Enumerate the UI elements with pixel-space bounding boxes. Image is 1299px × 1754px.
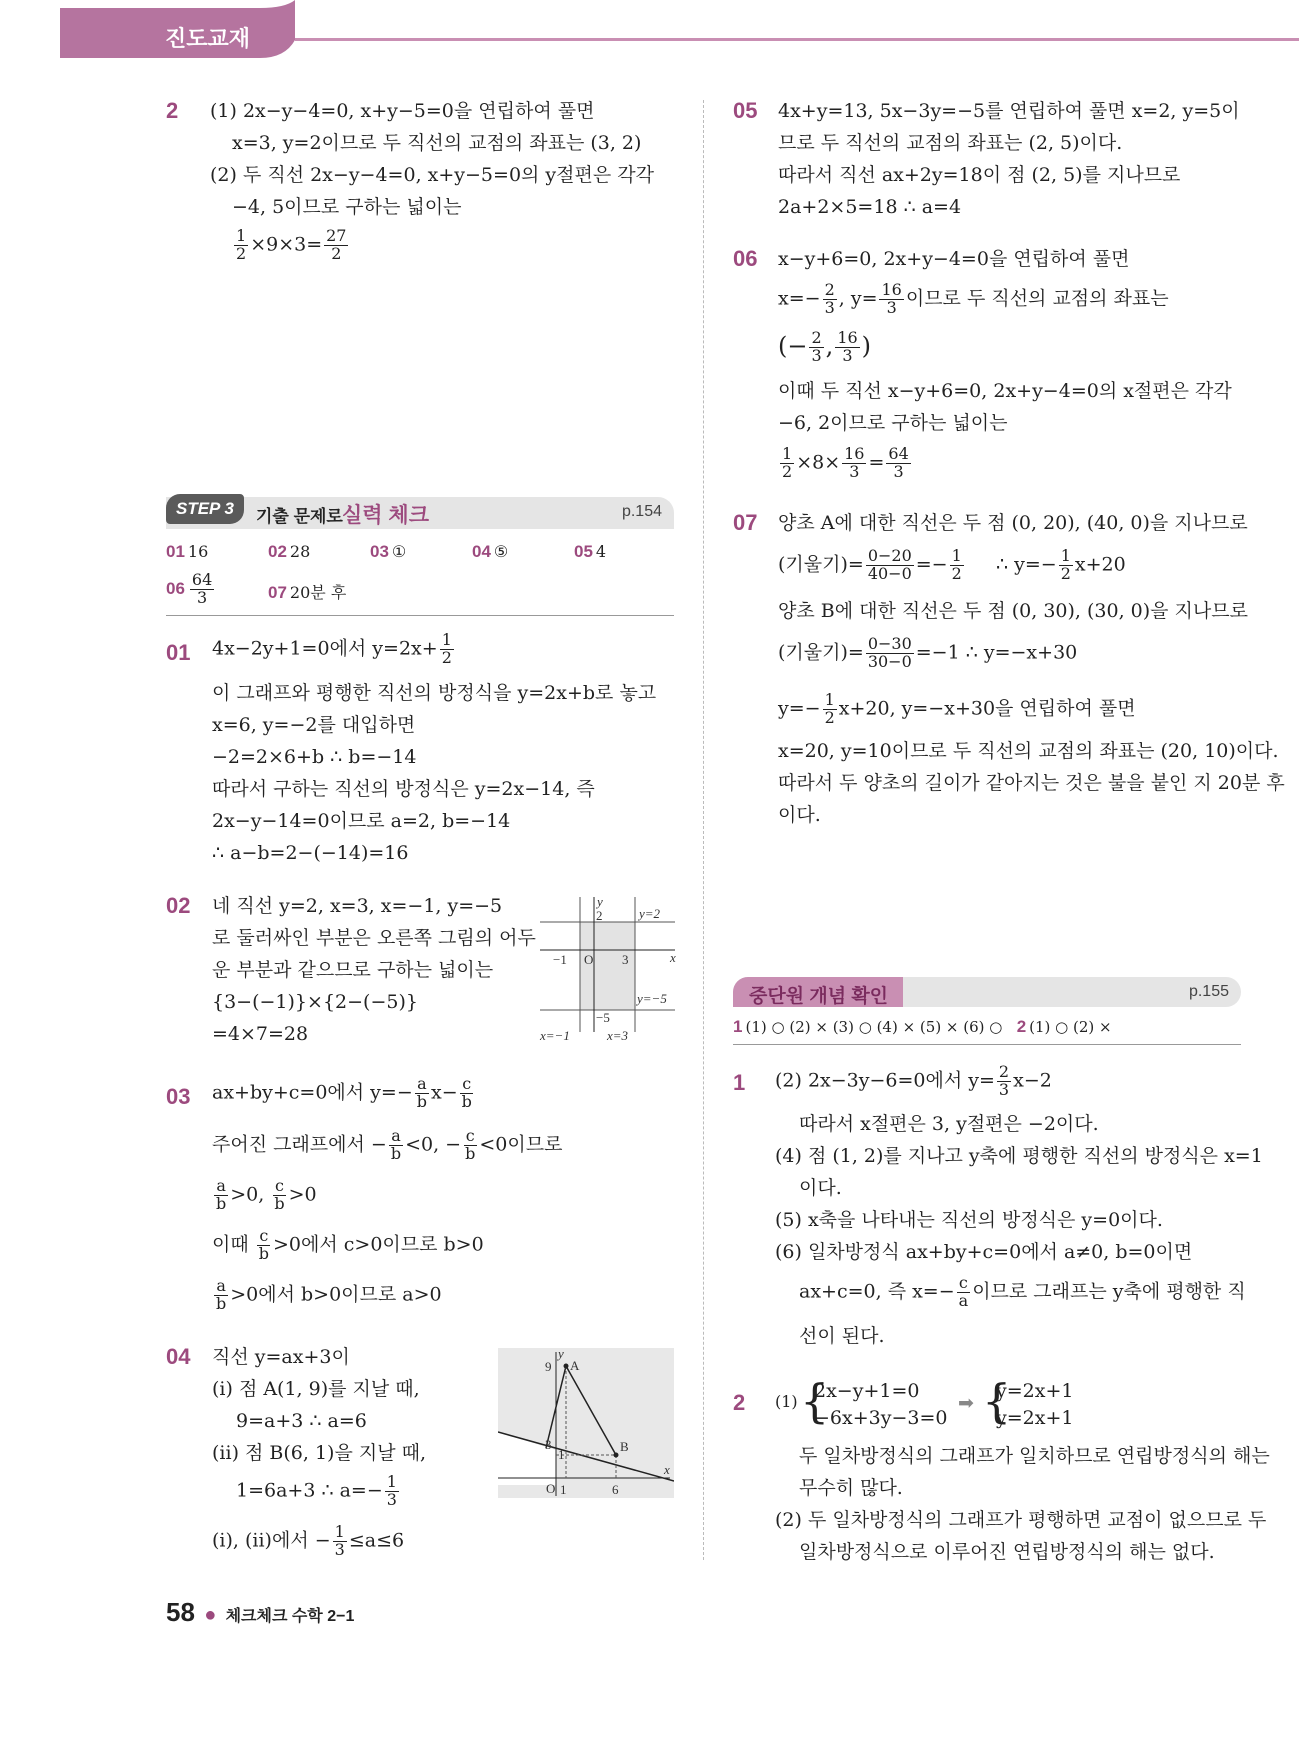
fraction: $\frac{a}{b}$: [416, 1074, 428, 1111]
text-line: 9=a+3 ∴ a=6: [236, 1410, 367, 1432]
text-line: 따라서 구하는 직선의 방정식은 y=2x−14, 즉: [212, 778, 595, 800]
step3-title-a: 기출 문제로: [256, 507, 343, 526]
text-line: ∴ a−b=2−(−14)=16: [212, 842, 409, 864]
x-axis-label: x: [664, 1462, 670, 1477]
tick-label: 9: [545, 1359, 552, 1374]
text-line: 4x−2y+1=0에서 y=2x+ $\frac{1}{2}$: [212, 630, 452, 667]
text-line: $\frac{1}{2}$ ×8× $\frac{16}{3}$ = $\frac{64}{3}$: [782, 444, 909, 481]
step3-banner: [166, 497, 674, 529]
text-line: 이다.: [799, 1177, 842, 1199]
fraction: $\frac{2}{3}$: [998, 1062, 1010, 1099]
fraction: $\frac{0-20}{40-0}$: [867, 546, 912, 583]
fraction: $\frac{64}{3}$: [191, 570, 213, 607]
fraction: $\frac{1}{2}$: [1060, 546, 1071, 583]
text-line: (6) 일차방정식 ax+by+c=0에서 a≠0, b=0이면: [775, 1241, 1193, 1263]
fraction: $\frac{1}{3}$: [386, 1472, 397, 1509]
y-axis-label: y: [558, 1348, 564, 1361]
origin-label: O: [584, 952, 594, 967]
answer-item: 03 ①: [370, 542, 407, 561]
concept-rule: [733, 1044, 1241, 1045]
answer-rule: [166, 615, 674, 616]
header-rule: [295, 38, 1299, 41]
fraction: $\frac{1}{2}$: [824, 690, 835, 727]
text-line: 2a+2×5=18 ∴ a=4: [778, 196, 962, 218]
problem-number: 01: [166, 640, 191, 665]
origin-label: O: [546, 1481, 556, 1496]
text-line: (i), (ii)에서 − $\frac{1}{3}$ ≤a≤6: [212, 1522, 405, 1559]
text-line: 따라서 두 양초의 길이가 같아지는 것은 불을 붙인 지 20분 후: [778, 772, 1285, 794]
fraction: $\frac{27}{2}$: [326, 226, 347, 263]
fraction: $\frac{2}{3}$: [824, 280, 835, 317]
tick-label: 2: [596, 908, 603, 923]
fraction: $\frac{1}{2}$: [951, 546, 962, 583]
text-line: x=20, y=10이므로 두 직선의 교점의 좌표는 (20, 10)이다.: [778, 740, 1279, 762]
text-line: 1=6a+3 ∴ a=− $\frac{1}{3}$: [236, 1472, 397, 1509]
text-line: =4×7=28: [212, 1023, 309, 1045]
text-line: −6, 2이므로 구하는 넓이는: [778, 412, 1008, 434]
fraction: $\frac{c}{b}$: [461, 1074, 472, 1111]
point-label: B: [620, 1439, 629, 1454]
q02-graph: [535, 892, 685, 1042]
system-bracket: {: [982, 1374, 1012, 1428]
x-axis-label: x: [670, 950, 676, 965]
answer-item: 01 16: [166, 542, 209, 561]
problem-number: 05: [733, 98, 758, 123]
fraction: $\frac{1}{2}$: [782, 444, 793, 481]
column-divider: [703, 100, 704, 1560]
problem-number: 02: [166, 893, 191, 918]
text-line: x=− $\frac{2}{3}$ , y= $\frac{16}{3}$ 이므로 두 직선의 교점의 좌표는: [778, 280, 1169, 317]
text-line: (1) 2x−y−4=0, x+y−5=0을 연립하여 풀면: [210, 100, 595, 122]
fraction: $\frac{a}{b}$: [216, 1276, 227, 1313]
fraction: $\frac{16}{3}$: [844, 444, 865, 481]
text-line: 네 직선 y=2, x=3, x=−1, y=−5: [212, 895, 503, 917]
text-line: 이다.: [778, 804, 821, 826]
y-axis-label: y: [597, 894, 603, 909]
line-label: x=3: [607, 1028, 629, 1042]
text-line: 므로 두 직선의 교점의 좌표는 (2, 5)이다.: [778, 132, 1123, 154]
text-line: −4, 5이므로 구하는 넓이는: [232, 196, 462, 218]
problem-number: 07: [733, 510, 758, 535]
text-line: (− $\frac{2}{3}$ , $\frac{16}{3}$ ): [778, 328, 872, 365]
header-tab-label: 진도교재: [165, 26, 251, 51]
problem-number: 1: [733, 1070, 746, 1095]
text-line: 2x−y−14=0이므로 a=2, b=−14: [212, 810, 511, 832]
fraction: $\frac{c}{b}$: [274, 1176, 285, 1213]
text-line: 직선 y=ax+3이: [212, 1346, 350, 1368]
text-line: 2x−y+1=0: [814, 1380, 920, 1402]
fraction: $\frac{16}{3}$: [881, 280, 902, 317]
fraction: $\frac{0-30}{30-0}$: [867, 634, 912, 671]
step3-badge: STEP 3: [166, 494, 244, 524]
text-line: y=− $\frac{1}{2}$ x+20, y=−x+30을 연립하여 풀면: [778, 690, 1136, 727]
concept-page: p.155: [1188, 983, 1229, 1000]
fraction: $\frac{1}{3}$: [334, 1522, 345, 1559]
footer-dot: ●: [204, 1604, 217, 1626]
text-line: (2) 두 직선 2x−y−4=0, x+y−5=0의 y절편은 각각: [210, 164, 654, 186]
text-line: −6x+3y−3=0: [814, 1407, 948, 1429]
text-line: 두 일차방정식의 그래프가 일치하므로 연립방정식의 해는: [799, 1445, 1270, 1467]
tick-label: 6: [612, 1482, 619, 1497]
fraction: $\frac{1}{2}$: [441, 630, 452, 667]
text-line: 로 둘러싸인 부분은 오른쪽 그림의 어두: [212, 927, 536, 949]
problem-number: 2: [166, 98, 179, 123]
answer-item: 05 4: [574, 542, 607, 561]
fraction: $\frac{a}{b}$: [390, 1126, 402, 1163]
text-line: 일차방정식으로 이루어진 연립방정식의 해는 없다.: [799, 1541, 1215, 1563]
fraction: $\frac{a}{b}$: [216, 1176, 227, 1213]
text-line: (ii) 점 B(6, 1)을 지날 때,: [212, 1442, 426, 1464]
concept-title: 중단원 개념 확인: [749, 986, 889, 1007]
tick-label: 3: [545, 1437, 552, 1452]
header-tab: [60, 0, 295, 62]
book-title: 체크체크 수학 2−1: [225, 1608, 355, 1625]
tick-label: −5: [596, 1010, 610, 1025]
arrow-icon: ➡: [958, 1392, 974, 1414]
fraction: $\frac{16}{3}$: [837, 328, 858, 365]
answer-item: 06 $\frac{64}{3}$: [166, 570, 213, 607]
text-line: ax+c=0, 즉 x=− $\frac{c}{a}$ 이므로 그래프는 y축에 평행한 직: [799, 1273, 1246, 1310]
line-label: y=2: [639, 906, 661, 921]
fraction: $\frac{c}{b}$: [465, 1126, 476, 1163]
text-line: 양초 A에 대한 직선은 두 점 (0, 20), (40, 0)을 지나므로: [778, 512, 1248, 534]
concept-answers: 1 (1) ○ (2) × (3) ○ (4) × (5) × (6) ○ 2 (1) ○ (2) ×: [733, 1017, 1112, 1036]
step3-page: p.154: [621, 503, 662, 520]
line-label: x=−1: [540, 1028, 570, 1042]
text-line: 무수히 많다.: [799, 1477, 903, 1499]
text-line: 4x+y=13, 5x−3y=−5를 연립하여 풀면 x=2, y=5이: [778, 100, 1240, 122]
tick-label: 1: [560, 1482, 567, 1497]
fraction: $\frac{2}{3}$: [811, 328, 822, 365]
answer-item: 04 ⑤: [472, 542, 509, 561]
fraction: $\frac{1}{2}$: [236, 226, 247, 263]
text-line: 운 부분과 같으므로 구하는 넓이는: [212, 959, 494, 981]
step3-title-b: 실력 체크: [342, 504, 429, 527]
point-label: A: [570, 1358, 580, 1373]
text-line: $\frac{a}{b}$ >0에서 b>0이므로 a>0: [216, 1276, 442, 1313]
text-line: 주어진 그래프에서 − $\frac{a}{b}$ <0, − $\frac{c}{b}$ <0이므로: [212, 1126, 563, 1163]
problem-number: 06: [733, 246, 758, 271]
tick-label: 3: [622, 952, 629, 967]
page-number: 58: [166, 1597, 195, 1627]
text-line: (기울기)= $\frac{0-20}{40-0}$ =− $\frac{1}{2}$ ∴ y=− $\frac{1}{2}$ x+20: [778, 546, 1126, 583]
q04-graph: [498, 1348, 674, 1498]
text-line: −2=2×6+b ∴ b=−14: [212, 746, 417, 768]
text-line: $\frac{1}{2}$ ×9×3= $\frac{27}{2}$: [236, 226, 347, 263]
tick-label: −1: [553, 952, 567, 967]
text-line: 이 그래프와 평행한 직선의 방정식을 y=2x+b로 놓고: [212, 682, 657, 704]
concept-banner: [733, 977, 1241, 1007]
line-label: y=−5: [637, 991, 667, 1006]
text-line: 따라서 x절편은 3, y절편은 −2이다.: [799, 1113, 1099, 1135]
problem-number: 2: [733, 1390, 746, 1415]
answer-item: 02 28: [268, 542, 311, 561]
footer: [166, 1597, 354, 1628]
text-line: (2) 2x−3y−6=0에서 y= $\frac{2}{3}$ x−2: [775, 1062, 1052, 1099]
text-line: x=3, y=2이므로 두 직선의 교점의 좌표는 (3, 2): [232, 132, 642, 154]
fraction: $\frac{c}{b}$: [258, 1226, 270, 1263]
text-line: y=2x+1: [996, 1407, 1074, 1429]
text-line: x−y+6=0, 2x+y−4=0을 연립하여 풀면: [778, 248, 1130, 270]
text-line: 따라서 직선 ax+2y=18이 점 (2, 5)를 지나므로: [778, 164, 1181, 186]
text-line: y=2x+1: [996, 1380, 1074, 1402]
system-bracket: {: [800, 1374, 830, 1428]
text-line: {3−(−1)}×{2−(−5)}: [212, 991, 418, 1013]
text-line: x=6, y=−2를 대입하면: [212, 714, 416, 736]
problem-number: 03: [166, 1084, 191, 1109]
text-line: $\frac{a}{b}$ >0, $\frac{c}{b}$ >0: [216, 1176, 317, 1213]
text-line: 양초 B에 대한 직선은 두 점 (0, 30), (30, 0)을 지나므로: [778, 600, 1248, 622]
text-line: (5) x축을 나타내는 직선의 방정식은 y=0이다.: [775, 1209, 1163, 1231]
text-line: 이때 $\frac{c}{b}$ >0에서 c>0이므로 b>0: [212, 1226, 484, 1263]
problem-number: 04: [166, 1344, 191, 1369]
tick-label: 1: [558, 1447, 565, 1462]
text-line: 이때 두 직선 x−y+6=0, 2x+y−4=0의 x절편은 각각: [778, 380, 1232, 402]
text-line: (기울기)= $\frac{0-30}{30-0}$ =−1 ∴ y=−x+30: [778, 634, 1078, 671]
text-line: (4) 점 (1, 2)를 지나고 y축에 평행한 직선의 방정식은 x=1: [775, 1145, 1263, 1167]
text-line: (1): [775, 1392, 798, 1411]
fraction: $\frac{64}{3}$: [888, 444, 909, 481]
fraction: $\frac{c}{a}$: [958, 1273, 969, 1310]
text-line: (i) 점 A(1, 9)를 지날 때,: [212, 1378, 420, 1400]
text-line: ax+by+c=0에서 y=− $\frac{a}{b}$ x− $\frac{c}{b}$: [212, 1074, 472, 1111]
text-line: 선이 된다.: [799, 1325, 885, 1347]
answer-item: 07 20분 후: [268, 583, 347, 602]
text-line: (2) 두 일차방정식의 그래프가 평행하면 교점이 없으므로 두: [775, 1509, 1267, 1531]
